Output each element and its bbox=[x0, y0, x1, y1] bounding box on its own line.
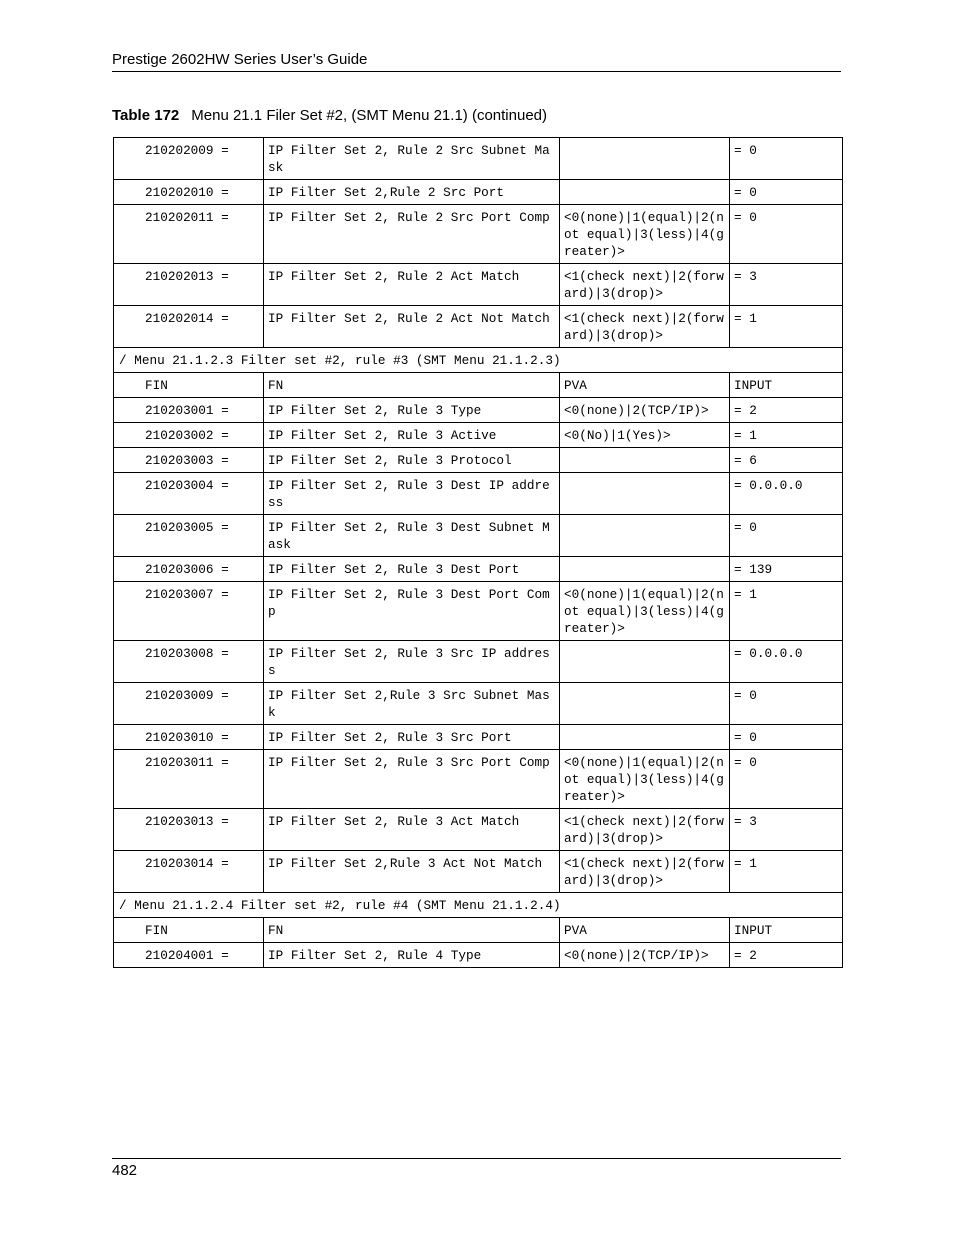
fn-cell: IP Filter Set 2, Rule 3 Dest Port bbox=[264, 557, 560, 582]
pva-cell bbox=[560, 515, 730, 557]
pva-cell: <0(none)|1(equal)|2(not equal)|3(less)|4(greater)> bbox=[560, 750, 730, 809]
column-header-fin: FIN bbox=[114, 918, 264, 943]
input-cell: = 1 bbox=[730, 423, 843, 448]
pva-cell bbox=[560, 725, 730, 750]
fin-cell: 210202013 = bbox=[114, 264, 264, 306]
column-header-row bbox=[114, 918, 843, 943]
fn-cell: IP Filter Set 2, Rule 3 Src IP address bbox=[264, 641, 560, 683]
table-row bbox=[114, 180, 843, 205]
input-cell: = 1 bbox=[730, 582, 843, 641]
pva-cell bbox=[560, 180, 730, 205]
fin-cell: 210203009 = bbox=[114, 683, 264, 725]
table-row bbox=[114, 515, 843, 557]
input-cell: = 0 bbox=[730, 750, 843, 809]
pva-cell: <0(none)|2(TCP/IP)> bbox=[560, 398, 730, 423]
table-row bbox=[114, 398, 843, 423]
fn-cell: IP Filter Set 2, Rule 3 Dest Subnet Mask bbox=[264, 515, 560, 557]
table-row bbox=[114, 448, 843, 473]
column-header-input: INPUT bbox=[730, 373, 843, 398]
pva-cell: <1(check next)|2(forward)|3(drop)> bbox=[560, 809, 730, 851]
input-cell: = 0.0.0.0 bbox=[730, 473, 843, 515]
input-cell: = 0 bbox=[730, 138, 843, 180]
fn-cell: IP Filter Set 2,Rule 3 Act Not Match bbox=[264, 851, 560, 893]
fin-cell: 210202009 = bbox=[114, 138, 264, 180]
pva-cell: <0(No)|1(Yes)> bbox=[560, 423, 730, 448]
fn-cell: IP Filter Set 2, Rule 2 Act Match bbox=[264, 264, 560, 306]
table-row bbox=[114, 582, 843, 641]
fin-cell: 210203008 = bbox=[114, 641, 264, 683]
table-body bbox=[114, 138, 843, 968]
fin-cell: 210203010 = bbox=[114, 725, 264, 750]
table-caption bbox=[112, 107, 547, 124]
table-row bbox=[114, 306, 843, 348]
input-cell: = 139 bbox=[730, 557, 843, 582]
fin-cell: 210203007 = bbox=[114, 582, 264, 641]
footer-divider bbox=[112, 1158, 841, 1159]
input-cell: = 0 bbox=[730, 725, 843, 750]
input-cell: = 3 bbox=[730, 809, 843, 851]
pva-cell: <0(none)|2(TCP/IP)> bbox=[560, 943, 730, 968]
table-row bbox=[114, 473, 843, 515]
fin-cell: 210203006 = bbox=[114, 557, 264, 582]
pva-cell: <0(none)|1(equal)|2(not equal)|3(less)|4(greater)> bbox=[560, 582, 730, 641]
fin-cell: 210204001 = bbox=[114, 943, 264, 968]
header-divider bbox=[112, 71, 841, 72]
pva-cell: <1(check next)|2(forward)|3(drop)> bbox=[560, 306, 730, 348]
input-cell: = 6 bbox=[730, 448, 843, 473]
fin-cell: 210203011 = bbox=[114, 750, 264, 809]
column-header-fn: FN bbox=[264, 918, 560, 943]
fin-cell: 210202014 = bbox=[114, 306, 264, 348]
fn-cell: IP Filter Set 2, Rule 3 Protocol bbox=[264, 448, 560, 473]
input-cell: = 0 bbox=[730, 180, 843, 205]
fn-cell: IP Filter Set 2, Rule 2 Src Port Comp bbox=[264, 205, 560, 264]
table-row bbox=[114, 943, 843, 968]
table-row bbox=[114, 809, 843, 851]
column-header-input: INPUT bbox=[730, 918, 843, 943]
table-row bbox=[114, 138, 843, 180]
pva-cell bbox=[560, 448, 730, 473]
table-row bbox=[114, 423, 843, 448]
table-row bbox=[114, 725, 843, 750]
fin-cell: 210203001 = bbox=[114, 398, 264, 423]
table-row bbox=[114, 750, 843, 809]
column-header-pva: PVA bbox=[560, 373, 730, 398]
page-header-title: Prestige 2602HW Series User’s Guide bbox=[112, 51, 368, 68]
table-row bbox=[114, 641, 843, 683]
pva-cell: <0(none)|1(equal)|2(not equal)|3(less)|4(greater)> bbox=[560, 205, 730, 264]
column-header-row bbox=[114, 373, 843, 398]
column-header-pva: PVA bbox=[560, 918, 730, 943]
input-cell: = 1 bbox=[730, 851, 843, 893]
fn-cell: IP Filter Set 2, Rule 3 Dest IP address bbox=[264, 473, 560, 515]
section-row bbox=[114, 893, 843, 918]
table-caption-text: Menu 21.1 Filer Set #2, (SMT Menu 21.1) (continued) bbox=[191, 107, 547, 124]
input-cell: = 2 bbox=[730, 943, 843, 968]
section-title: / Menu 21.1.2.4 Filter set #2, rule #4 (SMT Menu 21.1.2.4) bbox=[114, 893, 843, 918]
input-cell: = 0 bbox=[730, 515, 843, 557]
section-row bbox=[114, 348, 843, 373]
pva-cell bbox=[560, 138, 730, 180]
pva-cell bbox=[560, 641, 730, 683]
page-number: 482 bbox=[112, 1162, 138, 1179]
pva-cell bbox=[560, 557, 730, 582]
fin-cell: 210203002 = bbox=[114, 423, 264, 448]
table-row bbox=[114, 205, 843, 264]
fin-cell: 210202011 = bbox=[114, 205, 264, 264]
filter-set-table bbox=[113, 137, 843, 968]
input-cell: = 0 bbox=[730, 205, 843, 264]
fn-cell: IP Filter Set 2, Rule 3 Src Port bbox=[264, 725, 560, 750]
fn-cell: IP Filter Set 2, Rule 3 Type bbox=[264, 398, 560, 423]
fn-cell: IP Filter Set 2, Rule 2 Src Subnet Mask bbox=[264, 138, 560, 180]
fin-cell: 210203003 = bbox=[114, 448, 264, 473]
pva-cell bbox=[560, 683, 730, 725]
table-row bbox=[114, 851, 843, 893]
fin-cell: 210203013 = bbox=[114, 809, 264, 851]
input-cell: = 0.0.0.0 bbox=[730, 641, 843, 683]
column-header-fin: FIN bbox=[114, 373, 264, 398]
fn-cell: IP Filter Set 2, Rule 3 Src Port Comp bbox=[264, 750, 560, 809]
pva-cell bbox=[560, 473, 730, 515]
input-cell: = 2 bbox=[730, 398, 843, 423]
table-row bbox=[114, 683, 843, 725]
fn-cell: IP Filter Set 2, Rule 2 Act Not Match bbox=[264, 306, 560, 348]
table-caption-label: Table 172 bbox=[112, 107, 180, 124]
table-row bbox=[114, 557, 843, 582]
table-row bbox=[114, 264, 843, 306]
input-cell: = 1 bbox=[730, 306, 843, 348]
section-title: / Menu 21.1.2.3 Filter set #2, rule #3 (SMT Menu 21.1.2.3) bbox=[114, 348, 843, 373]
fn-cell: IP Filter Set 2, Rule 3 Dest Port Comp bbox=[264, 582, 560, 641]
column-header-fn: FN bbox=[264, 373, 560, 398]
fn-cell: IP Filter Set 2,Rule 2 Src Port bbox=[264, 180, 560, 205]
fin-cell: 210203004 = bbox=[114, 473, 264, 515]
pva-cell: <1(check next)|2(forward)|3(drop)> bbox=[560, 264, 730, 306]
input-cell: = 0 bbox=[730, 683, 843, 725]
fin-cell: 210202010 = bbox=[114, 180, 264, 205]
fn-cell: IP Filter Set 2, Rule 4 Type bbox=[264, 943, 560, 968]
fin-cell: 210203005 = bbox=[114, 515, 264, 557]
fn-cell: IP Filter Set 2, Rule 3 Active bbox=[264, 423, 560, 448]
fn-cell: IP Filter Set 2, Rule 3 Act Match bbox=[264, 809, 560, 851]
fin-cell: 210203014 = bbox=[114, 851, 264, 893]
fn-cell: IP Filter Set 2,Rule 3 Src Subnet Mask bbox=[264, 683, 560, 725]
pva-cell: <1(check next)|2(forward)|3(drop)> bbox=[560, 851, 730, 893]
input-cell: = 3 bbox=[730, 264, 843, 306]
